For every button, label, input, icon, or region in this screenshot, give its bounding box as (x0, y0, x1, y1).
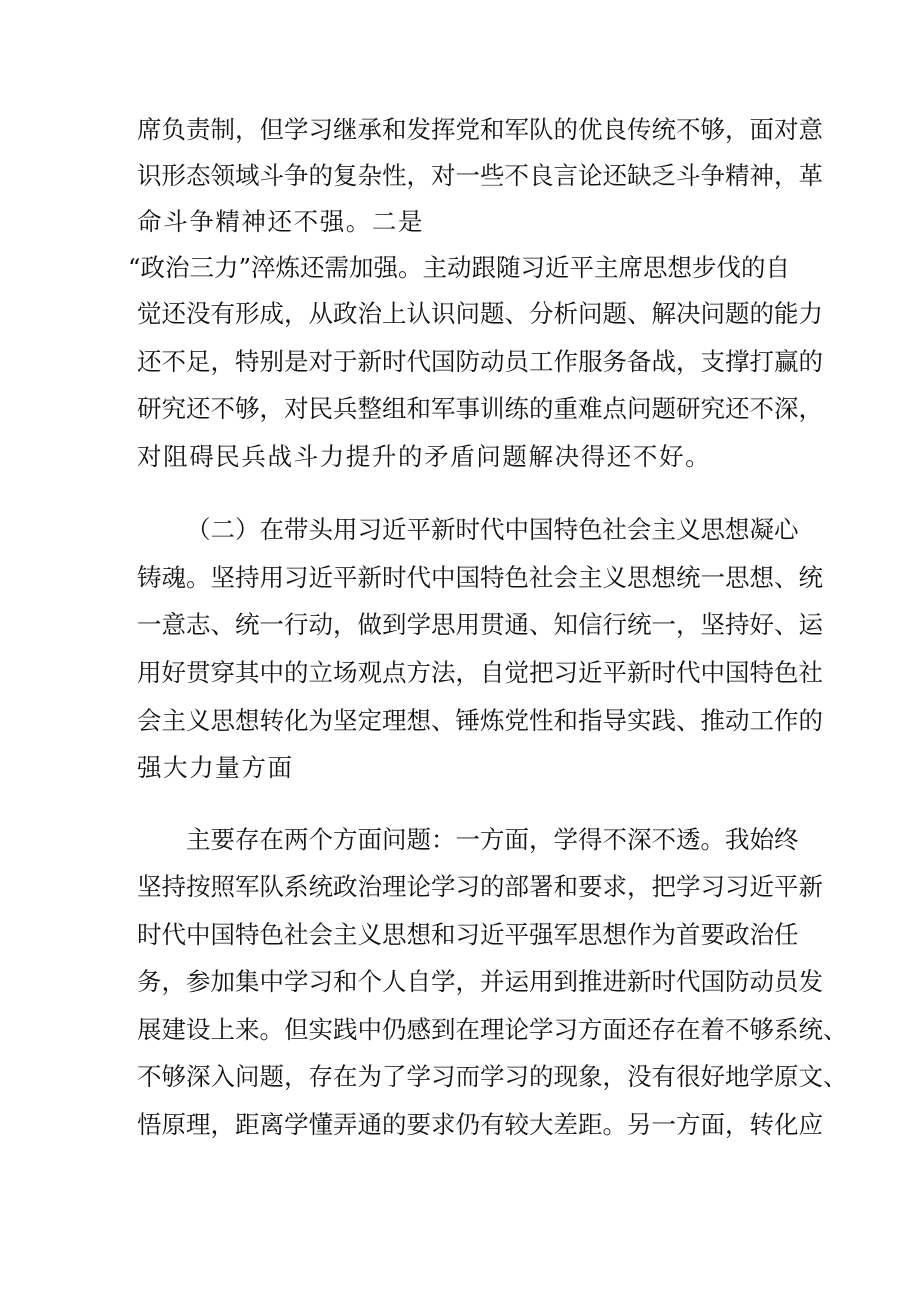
paragraph-1-line-2: 识形态领域斗争的复杂性，对一些不良言论还缺乏斗争精神，革 (137, 161, 823, 190)
paragraph-2-line-2: 铸魂。坚持用习近平新时代中国特色社会主义思想统一思想、统 (137, 563, 823, 592)
paragraph-1-line-6: 还不足，特别是对于新时代国防动员工作服务备战，支撑打赢的 (137, 347, 823, 376)
paragraph-2-line-6: 强大力量方面 (137, 753, 294, 782)
paragraph-3-line-7: 悟原理，距离学懂弄通的要求仍有较大差距。另一方面，转化应 (137, 1110, 823, 1139)
paragraph-2-line-3: 一意志、统一行动，做到学思用贯通、知信行统一，坚持好、运 (137, 610, 823, 639)
paragraph-3-line-3: 时代中国特色社会主义思想和习近平强军思想作为首要政治任 (137, 920, 799, 949)
paragraph-1-line-8: 对阻碍民兵战斗力提升的矛盾问题解决得还不好。 (137, 442, 712, 471)
paragraph-1-line-4: “政治三力”淬炼还需加强。主动跟随习近平主席思想步伐的自 (128, 253, 791, 282)
paragraph-3-line-2: 坚持按照军队系统政治理论学习的部署和要求，把学习习近平新 (137, 872, 823, 901)
paragraph-3-line-6: 不够深入问题，存在为了学习而学习的现象，没有很好地学原文、 (137, 1062, 848, 1091)
paragraph-2-line-5: 会主义思想转化为坚定理想、锤炼党性和指导实践、推动工作的 (137, 706, 823, 735)
paragraph-1-line-1: 席负责制，但学习继承和发挥党和军队的优良传统不够，面对意 (137, 115, 823, 144)
paragraph-2-line-1: （二）在带头用习近平新时代中国特色社会主义思想凝心 (186, 515, 799, 544)
paragraph-3-line-1: 主要存在两个方面问题：一方面，学得不深不透。我始终 (186, 825, 799, 854)
paragraph-1-line-3: 命斗争精神还不强。二是 (137, 207, 425, 236)
paragraph-3-line-5: 展建设上来。但实践中仍感到在理论学习方面还存在着不够系统、 (137, 1015, 848, 1044)
paragraph-1-line-5: 觉还没有形成，从政治上认识问题、分析问题、解决问题的能力 (137, 299, 823, 328)
paragraph-2-line-4: 用好贯穿其中的立场观点方法，自觉把习近平新时代中国特色社 (137, 658, 823, 687)
paragraph-1-line-7: 研究还不够，对民兵整组和军事训练的重难点问题研究还不深， (137, 394, 823, 423)
paragraph-3-line-4: 务，参加集中学习和个人自学，并运用到推进新时代国防动员发 (137, 967, 823, 996)
